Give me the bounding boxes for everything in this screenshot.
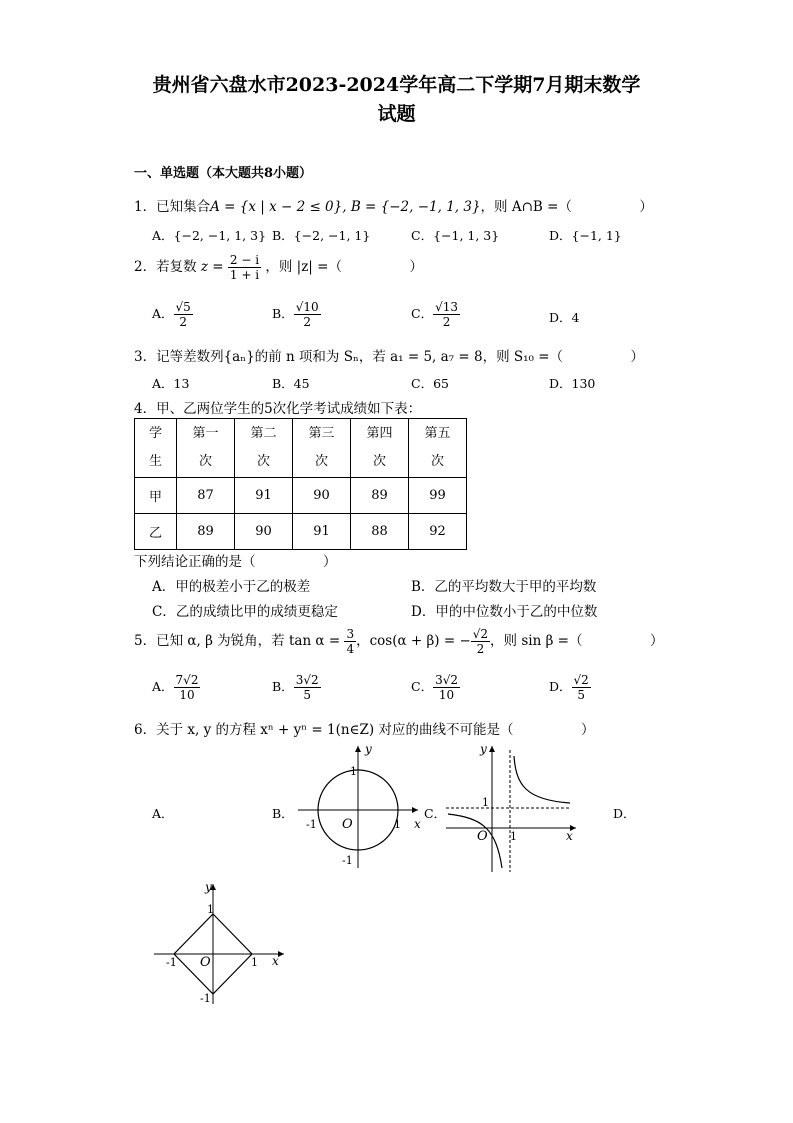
table-cell: 90 bbox=[293, 478, 351, 514]
q1-option-c: C．{−1, 1, 3} bbox=[411, 228, 500, 243]
header-cell: 第一 次 bbox=[177, 419, 235, 478]
table-cell: 87 bbox=[177, 478, 235, 514]
q5-option-d bbox=[549, 673, 591, 702]
q5-stem bbox=[134, 627, 663, 656]
curve-upper-branch bbox=[514, 756, 570, 803]
q2-fraction bbox=[228, 253, 261, 282]
q5-c-num: 3√2 bbox=[435, 673, 458, 687]
q1-sets: A = {x | x − 2 ≤ 0}, B = {−2, −1, 1, 3} bbox=[210, 199, 481, 215]
q3-option-c: C．65 bbox=[411, 376, 449, 391]
q2-option-a bbox=[152, 300, 193, 329]
q6-stem: 6．关于 x, y 的方程 xⁿ + yⁿ = 1(n∈Z) 对应的曲线不可能是（ ） bbox=[134, 722, 595, 738]
q3-option-b: B．45 bbox=[272, 376, 310, 391]
q5-c-den: 10 bbox=[438, 688, 455, 702]
header-cell: 第三 次 bbox=[293, 419, 351, 478]
y-label: y bbox=[480, 742, 487, 756]
q6-option-b: B． bbox=[272, 806, 294, 821]
q5-d-label: D． bbox=[549, 679, 572, 694]
header-cell: 第五 次 bbox=[409, 419, 467, 478]
header-cell: 第四 次 bbox=[351, 419, 409, 478]
q5-c-label: C． bbox=[411, 679, 434, 694]
doc-title-line1: 贵州省六盘水市2023-2024学年高二下学期7月期末数学 bbox=[152, 74, 641, 96]
q1-option-d: D．{−1, 1} bbox=[549, 228, 622, 243]
score-table bbox=[134, 418, 467, 550]
q3-option-a: A．13 bbox=[152, 376, 190, 391]
tick-label: 1 bbox=[394, 818, 401, 831]
q5-option-b bbox=[272, 673, 321, 702]
q5-b-label: B． bbox=[272, 679, 294, 694]
q3-option-d: D．130 bbox=[549, 376, 596, 391]
origin-label: O bbox=[342, 817, 353, 832]
q1-option-b: B．{−2, −1, 1} bbox=[272, 228, 371, 243]
tick-label: -1 bbox=[342, 854, 353, 867]
table-row bbox=[135, 514, 467, 550]
table-cell: 92 bbox=[409, 514, 467, 550]
q1-stem bbox=[134, 195, 653, 215]
q4-option-d: D．甲的中位数小于乙的中位数 bbox=[411, 604, 598, 620]
q5-cos-den: 2 bbox=[476, 642, 485, 656]
q2-suffix: ，则 |z| =（ ） bbox=[265, 259, 423, 275]
origin-label: O bbox=[200, 955, 211, 970]
q4-option-c: C．乙的成绩比甲的成绩更稳定 bbox=[152, 604, 338, 620]
q5-suffix: ，则 sin β =（ ） bbox=[490, 633, 664, 649]
tick-label: 1 bbox=[207, 903, 214, 916]
q3-stem: 3．记等差数列{aₙ}的前 n 项和为 Sₙ，若 a₁ = 5, a₇ = 8，则 S₁₀ =（ ） bbox=[134, 349, 645, 365]
tick-label: -1 bbox=[200, 992, 211, 1005]
q4-stem: 4．甲、乙两位学生的5次化学考试成绩如下表： bbox=[134, 401, 422, 417]
q5-a-den: 10 bbox=[179, 688, 195, 702]
figure-diamond bbox=[150, 878, 290, 1008]
q4-option-a: A．甲的极差小于乙的极差 bbox=[152, 579, 311, 595]
tick-label: 1 bbox=[350, 765, 357, 778]
q2-option-b bbox=[272, 300, 321, 329]
q6-option-c: C． bbox=[424, 806, 447, 821]
q5-tan-den: 4 bbox=[346, 642, 355, 656]
tick-label: 1 bbox=[251, 956, 258, 969]
q2-option-b-label: B． bbox=[272, 306, 294, 321]
x-label: x bbox=[414, 817, 421, 831]
q2-c-den: 2 bbox=[442, 315, 451, 329]
q2-prefix: 2．若复数 bbox=[134, 259, 197, 275]
q2-option-c-label: C． bbox=[411, 306, 434, 321]
q4-follow: 下列结论正确的是（ ） bbox=[134, 554, 337, 570]
q5-tan-num: 3 bbox=[346, 627, 355, 641]
x-label: x bbox=[566, 829, 573, 843]
curve-lower-branch bbox=[448, 814, 502, 868]
q5-mid: ，cos(α + β) = − bbox=[356, 633, 471, 649]
q5-b-num: 3√2 bbox=[295, 673, 319, 687]
q2-option-d: D．4 bbox=[549, 310, 580, 325]
q6-option-d: D． bbox=[613, 806, 636, 821]
q2-a-den: 2 bbox=[179, 315, 187, 329]
q1-option-a: A．{−2, −1, 1, 3} bbox=[152, 228, 267, 243]
y-label: y bbox=[365, 742, 372, 756]
tick-label: -1 bbox=[306, 818, 317, 831]
q2-b-num: √10 bbox=[295, 300, 319, 314]
figure-hyperbola bbox=[442, 740, 582, 875]
table-cell: 88 bbox=[351, 514, 409, 550]
score-table-header bbox=[135, 419, 467, 478]
q2-b-den: 2 bbox=[303, 315, 311, 329]
q2-z: z = bbox=[200, 259, 224, 275]
q5-d-num: √2 bbox=[573, 673, 589, 687]
doc-title-line2: 试题 bbox=[377, 103, 416, 125]
figure-circle bbox=[290, 740, 430, 875]
q5-option-c bbox=[411, 673, 460, 702]
table-cell: 甲 bbox=[135, 478, 177, 514]
q2-stem bbox=[134, 253, 423, 282]
q1-suffix: ，则 A∩B =（ ） bbox=[480, 199, 653, 215]
q6-option-a: A． bbox=[152, 806, 174, 821]
header-cell: 学 生 bbox=[135, 419, 177, 478]
q5-option-a bbox=[152, 673, 200, 702]
header-cell: 第二 次 bbox=[235, 419, 293, 478]
q4-option-b: B．乙的平均数大于甲的平均数 bbox=[411, 579, 597, 595]
table-row bbox=[135, 478, 467, 514]
y-label: y bbox=[205, 880, 212, 894]
q5-a-num: 7√2 bbox=[175, 673, 199, 687]
tick-label: -1 bbox=[166, 956, 177, 969]
section-heading: 一、单选题（本大题共8小题） bbox=[134, 166, 313, 181]
tick-label: 1 bbox=[510, 830, 517, 843]
q1-prefix: 1．已知集合 bbox=[134, 199, 211, 215]
q2-option-c bbox=[411, 300, 460, 329]
q5-cos-num: √2 bbox=[472, 627, 489, 641]
table-cell: 91 bbox=[235, 478, 293, 514]
q5-a-label: A． bbox=[152, 679, 174, 694]
q2-c-num: √13 bbox=[435, 300, 458, 314]
q2-numerator: 2 − i bbox=[229, 253, 260, 267]
q5-prefix: 5．已知 α, β 为锐角，若 tan α = bbox=[134, 633, 341, 649]
table-cell: 89 bbox=[177, 514, 235, 550]
table-cell: 99 bbox=[409, 478, 467, 514]
q2-option-a-label: A． bbox=[152, 306, 174, 321]
table-cell: 89 bbox=[351, 478, 409, 514]
table-cell: 乙 bbox=[135, 514, 177, 550]
q5-d-den: 5 bbox=[577, 688, 585, 702]
table-cell: 91 bbox=[293, 514, 351, 550]
origin-label: O bbox=[477, 829, 488, 844]
q2-a-num: √5 bbox=[175, 300, 191, 314]
table-cell: 90 bbox=[235, 514, 293, 550]
x-label: x bbox=[272, 954, 279, 968]
q5-b-den: 5 bbox=[303, 688, 311, 702]
q2-denominator: 1 + i bbox=[229, 268, 260, 282]
tick-label: 1 bbox=[482, 796, 489, 809]
